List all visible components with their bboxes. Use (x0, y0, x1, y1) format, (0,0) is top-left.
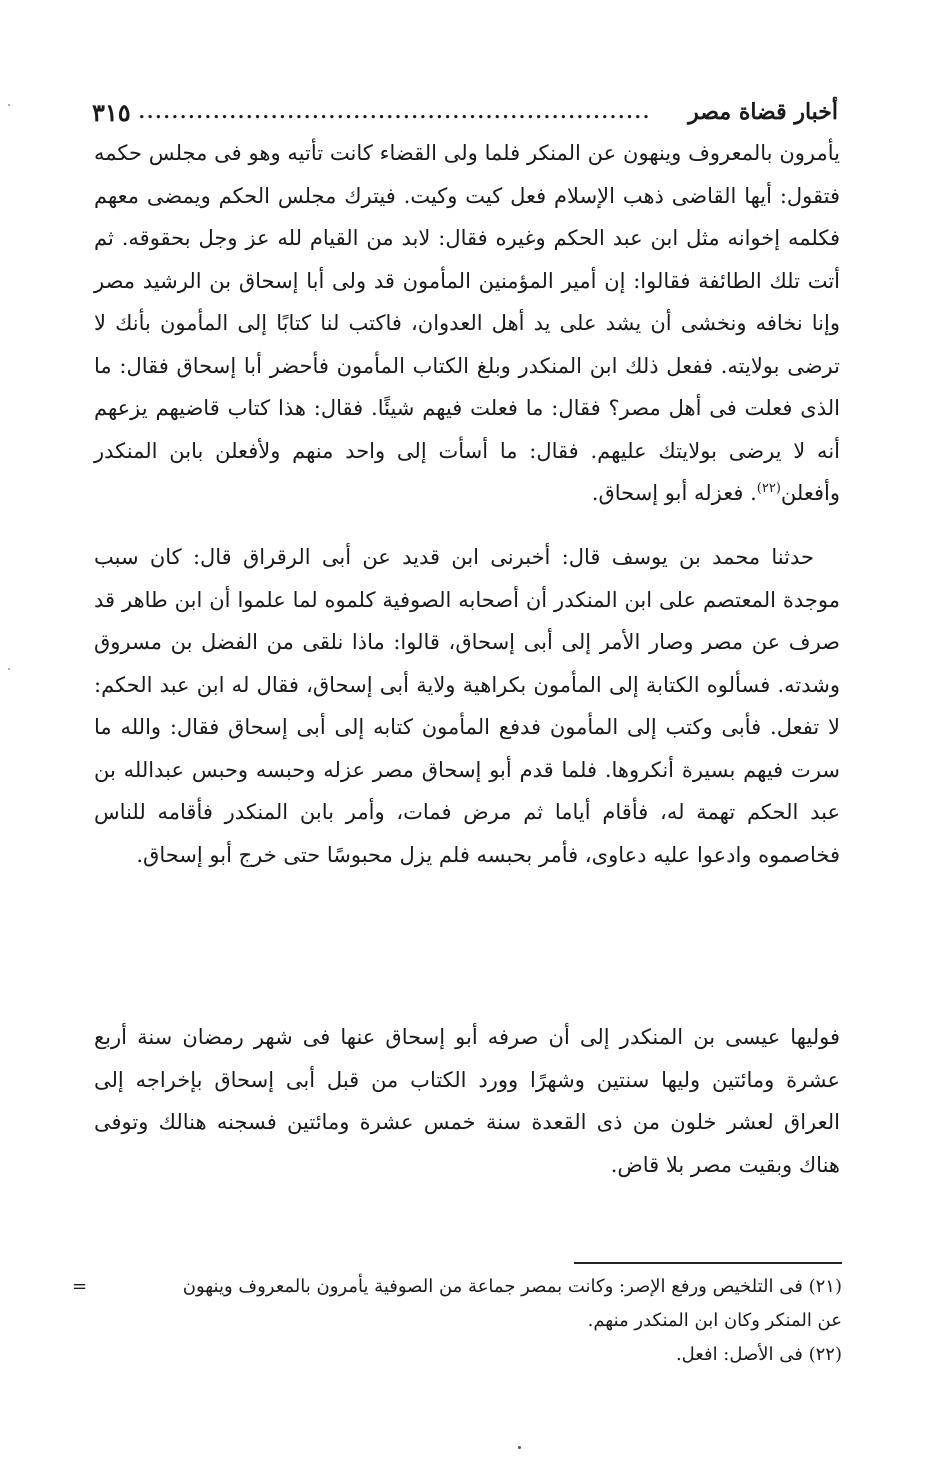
paragraph-2-text: حدثنا محمد بن يوسف قال: أخبرنى ابن قديد عن أبى الرقراق قال: كان سبب موجدة المعتصم على ابن المنكدر أن أصحابه الصوفية كلموه لما علموا أن ابن طاهر قد صرف عن مصر وصار الأمر إلى أبى إسحاق، قالوا: ماذا نلقى من الفضل بن مسروق وشدته. فسألوه الكتابة إلى المأمون بكراهية ولاية أبى إسحاق، فقال له ابن عبد الحكم: لا تفعل. فأبى وكتب إلى المأمون فدفع المأمون كتابه إلى أبى إسحاق فقال: والله ما سرت فيهم بسيرة أنكروها. فلما قدم أبو إسحاق مصر عزله وحبسه وحبس عبدالله بن عبد الحكم تهمة له، فأقام أياما ثم مرض فمات، وأمر بابن المنكدر فأقامه للناس فخاصموه وادعوا عليه دعاوى، فأمر بحبسه فلم يزل محبوسًا حتى خرج أبو إسحاق. (94, 545, 840, 867)
footnote-21-line-2: عن المنكر وكان ابن المنكدر منهم. (587, 1310, 842, 1331)
paragraph-3-text: فوليها عيسى بن المنكدر إلى أن صرفه أبو إسحاق عنها فى شهر رمضان سنة أربع عشرة ومائتين وليها سنتين وشهرًا وورد الكتاب من قبل أبى إسحاق بإخراجه إلى العراق لعشر خلون من ذى القعدة سنة خمس عشرة ومائتين فسجنه هنالك وتوفى هناك وبقيت مصر بلا قاض. (94, 1025, 840, 1177)
scan-speck (518, 1446, 521, 1449)
footnote-21-line-1: (٢١) فى التلخيص ورفع الإصر: وكانت بمصر جماعة من الصوفية يأمرون بالمعروف وينهون (182, 1276, 842, 1297)
footnote-22 (92, 1338, 842, 1372)
running-title: أخبار قضاة مصر (688, 99, 838, 125)
paragraph-1-tail: . فعزله أبو إسحاق. (591, 481, 757, 505)
paragraph-1-text: يأمرون بالمعروف وينهون عن المنكر فلما ولى القضاء كانت تأتيه وهو فى مجلس حكمه فتقول: أيها القاضى ذهب الإسلام فعل كيت وكيت. فيترك مجلس الحكم ويمضى معهم فكلمه إخوانه مثل ابن عبد الحكم وغيره فقال: لابد من القيام لله عز وجل بحقوقه. ثم أتت تلك الطائفة فقالوا: إن أمير المؤمنين المأمون قد ولى أبا إسحاق بن الرشيد مصر وإنا نخافه ونخشى أن يشد على يد أهل العدوان، فاكتب لنا كتابًا إلى المأمون بأنك لا ترضى بولايته. ففعل ذلك ابن المنكدر وبلغ الكتاب المأمون فأحضر أبا إسحاق فقال: ما الذى فعلت فى أهل مصر؟ فقال: ما فعلت فيهم شيئًا. فقال: هذا كتاب قاضيهم يزعهم أنه لا يرضى بولايتك عليهم. فقال: ما أسأت إلى واحد منهم ولأفعلن بابن المنكدر وأفعلن (94, 141, 840, 505)
scan-speck-left-top (8, 104, 10, 106)
footnote-divider (574, 1262, 842, 1264)
footnote-reference-22: (٢٢) (756, 481, 781, 496)
scan-speck-left-middle (8, 668, 10, 670)
paragraph-3 (94, 1016, 840, 1186)
continuation-mark: = (72, 1276, 88, 1297)
footnote-22-text: (٢٢) فى الأصل: افعل. (675, 1344, 842, 1365)
page-number: ٣١٥ (92, 97, 131, 127)
running-header (92, 92, 838, 132)
paragraph-1 (94, 132, 840, 515)
footnotes (72, 1270, 842, 1372)
paragraph-2 (94, 536, 840, 876)
footnote-21 (72, 1270, 842, 1338)
leader-dots: .............................................................. (138, 101, 652, 123)
